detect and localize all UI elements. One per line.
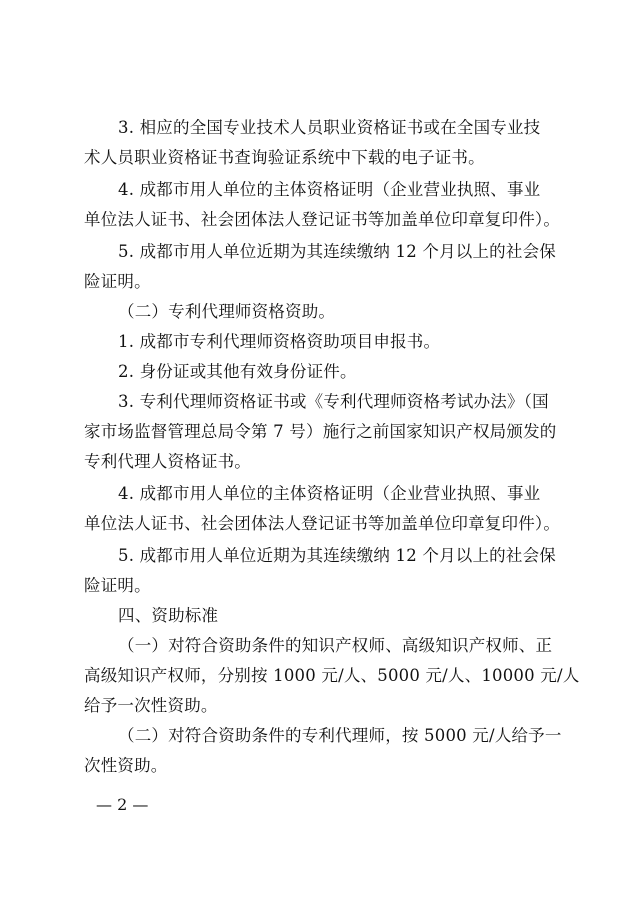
text-line: 高级知识产权师，分别按 1000 元/人、5000 元/人、10000 元/人 xyxy=(84,666,580,685)
text-line: 专利代理人资格证书。 xyxy=(84,452,251,471)
section-heading: 四、资助标准 xyxy=(118,606,219,625)
text-line: （一）对符合资助条件的知识产权师、高级知识产权师、正 xyxy=(118,636,553,655)
text-line: 险证明。 xyxy=(84,576,151,595)
text-line: 5. 成都市用人单位近期为其连续缴纳 12 个月以上的社会保 xyxy=(118,242,556,261)
page-number: — 2 — xyxy=(96,795,149,814)
text-line: 术人员职业资格证书查询验证系统中下载的电子证书。 xyxy=(84,148,485,167)
text-line: 2. 身份证或其他有效身份证件。 xyxy=(118,362,357,381)
text-line: 单位法人证书、社会团体法人登记证书等加盖单位印章复印件）。 xyxy=(84,210,561,229)
text-line: 险证明。 xyxy=(84,272,151,291)
text-line: 3. 相应的全国专业技术人员职业资格证书或在全国专业技 xyxy=(118,118,541,137)
text-line: 次性资助。 xyxy=(84,756,168,775)
text-line: 4. 成都市用人单位的主体资格证明（企业营业执照、事业 xyxy=(118,484,541,503)
text-line: 5. 成都市用人单位近期为其连续缴纳 12 个月以上的社会保 xyxy=(118,546,556,565)
text-line: 3. 专利代理师资格证书或《专利代理师资格考试办法》（国 xyxy=(118,392,549,411)
text-line: 4. 成都市用人单位的主体资格证明（企业营业执照、事业 xyxy=(118,180,541,199)
text-line: 1. 成都市专利代理师资格资助项目申报书。 xyxy=(118,332,441,351)
text-line: （二）对符合资助条件的专利代理师，按 5000 元/人给予一 xyxy=(118,726,562,745)
text-line: 单位法人证书、社会团体法人登记证书等加盖单位印章复印件）。 xyxy=(84,514,561,533)
section-heading: （二）专利代理师资格资助。 xyxy=(118,302,336,321)
text-line: 给予一次性资助。 xyxy=(84,696,218,715)
text-line: 家市场监督管理总局令第 7 号）施行之前国家知识产权局颁发的 xyxy=(84,422,557,441)
